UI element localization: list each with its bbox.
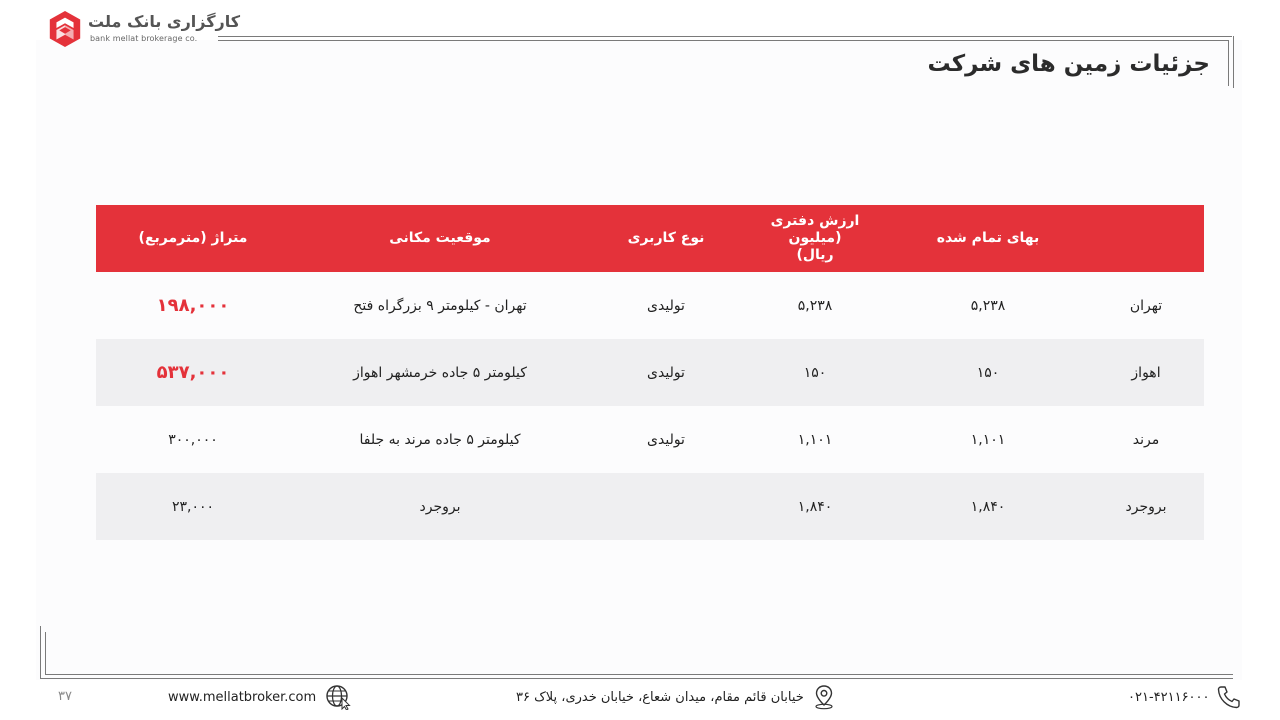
header-book-value: ارزش دفتری (میلیون ریال): [770, 213, 860, 263]
company-logo: [44, 8, 241, 50]
table-header: [96, 205, 1204, 272]
header-vline-1: [1228, 40, 1229, 86]
cell-usage: تولیدی: [647, 297, 685, 314]
cell-book-value: ۵,۲۳۸: [797, 297, 833, 314]
header-cost: بهای تمام شده: [936, 230, 1040, 246]
header-vline-2: [1233, 36, 1234, 88]
footer-line-1: [45, 674, 1233, 675]
cell-book-value: ۱۵۰: [803, 364, 827, 381]
header-line-2: [218, 40, 1228, 41]
cell-area-highlight: ۵۳۷,۰۰۰: [156, 362, 230, 383]
cell-location: کیلومتر ۵ جاده خرمشهر اهواز: [353, 364, 527, 381]
header-line-1: [218, 36, 1232, 37]
cell-cost: ۱۵۰: [976, 364, 1000, 381]
footer-address: [516, 684, 838, 710]
phone-number: ۰۲۱-۴۲۱۱۶۰۰۰: [1128, 689, 1210, 705]
table-row: [96, 406, 1204, 473]
cell-area-highlight: ۱۹۸,۰۰۰: [156, 295, 230, 316]
cell-location: بروجرد: [419, 498, 461, 515]
cell-cost: ۵,۲۳۸: [970, 297, 1006, 314]
cell-usage: تولیدی: [647, 431, 685, 448]
cell-usage: [590, 473, 742, 540]
footer-website: [168, 684, 352, 710]
header-city: [1088, 205, 1204, 272]
cell-location: تهران - کیلومتر ۹ بزرگراه فتح: [353, 297, 527, 314]
cell-area: ۲۳,۰۰۰: [171, 498, 215, 515]
logo-text-en: bank mellat brokerage co.: [90, 34, 198, 43]
table-row: [96, 339, 1204, 406]
page-number: ۳۷: [58, 689, 72, 704]
cell-cost: ۱,۱۰۱: [970, 431, 1006, 448]
cell-book-value: ۱,۱۰۱: [797, 431, 833, 448]
cell-cost: ۱,۸۴۰: [970, 498, 1006, 515]
cell-area: ۳۰۰,۰۰۰: [168, 431, 218, 448]
location-pin-icon: [810, 684, 838, 710]
table-row: [96, 272, 1204, 339]
cell-city: اهواز: [1131, 364, 1161, 381]
header-location: موقعیت مکانی: [389, 230, 491, 246]
page-title: جزئیات زمین های شرکت: [927, 51, 1210, 77]
footer-vline-2: [45, 632, 46, 674]
footer-vline-1: [40, 626, 41, 678]
logo-text-fa: کارگزاری بانک ملت: [88, 12, 241, 31]
website-link[interactable]: www.mellatbroker.com: [168, 689, 317, 705]
cell-usage: تولیدی: [647, 364, 685, 381]
globe-icon: [324, 684, 352, 710]
footer-line-2: [40, 678, 1233, 679]
bank-mellat-logo-icon: [46, 9, 84, 49]
address-text: خیابان قائم مقام، میدان شعاع، خیابان خدری، پلاک ۳۶: [516, 689, 804, 705]
cell-city: تهران: [1129, 297, 1163, 314]
phone-icon: [1214, 684, 1242, 710]
cell-city: بروجرد: [1125, 498, 1167, 515]
cell-book-value: ۱,۸۴۰: [797, 498, 833, 515]
lands-table: [96, 205, 1204, 540]
cell-location: کیلومتر ۵ جاده مرند به جلفا: [359, 431, 521, 448]
cell-city: مرند: [1132, 431, 1160, 448]
table-row: [96, 473, 1204, 540]
header-usage: نوع کاربری: [627, 230, 705, 246]
header-area: متراژ (مترمربع): [138, 230, 248, 246]
footer-phone: [1128, 684, 1242, 710]
